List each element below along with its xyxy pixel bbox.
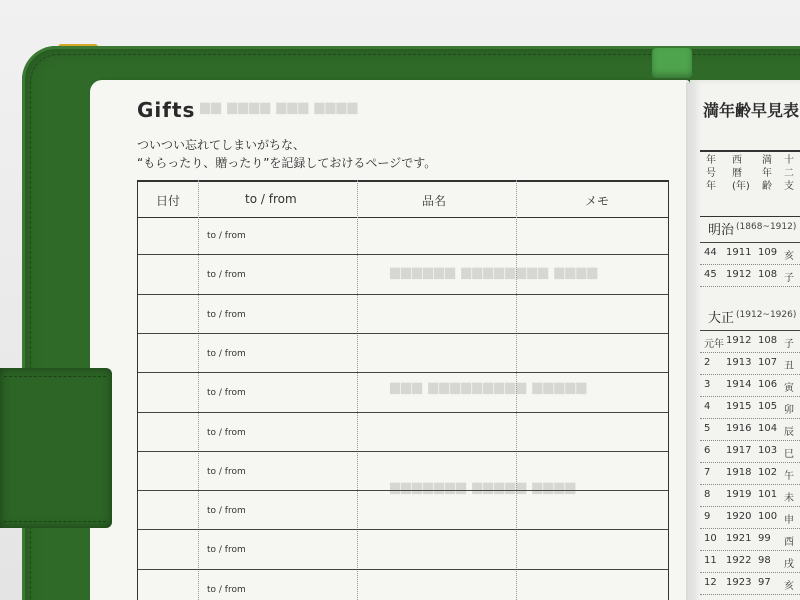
age-chart-cell-year: 11 — [704, 555, 717, 566]
table-header — [138, 180, 668, 218]
age-chart-cell-western: 1912 — [726, 269, 752, 280]
age-chart-row — [700, 550, 800, 573]
page-title: Gifts — [137, 98, 196, 122]
age-chart-cell-zodiac: 戌 — [784, 559, 794, 570]
show-through-text: ▆▆▆▆▆▆▆ ▆▆▆▆▆ ▆▆▆▆ — [390, 480, 577, 495]
age-chart-cell-western: 1916 — [726, 423, 752, 434]
age-chart-cell-year: 9 — [704, 511, 711, 522]
age-chart-col-era-year: 年号年 — [706, 155, 716, 192]
age-chart-cell-western: 1912 — [726, 335, 752, 346]
age-chart-cell-age: 108 — [758, 335, 778, 346]
age-chart-cell-western: 1913 — [726, 357, 752, 368]
table-row — [138, 254, 668, 255]
table-row — [138, 451, 668, 452]
age-chart-row — [700, 506, 800, 529]
row-to-from-label: to / from — [207, 348, 246, 359]
table-row — [138, 294, 668, 295]
table-row — [138, 333, 668, 334]
column-divider — [198, 180, 199, 600]
age-chart-cell-year: 45 — [704, 269, 717, 280]
age-chart-cell-year: 8 — [704, 489, 711, 500]
row-to-from-label: to / from — [207, 270, 246, 281]
age-chart-row — [700, 572, 800, 595]
age-chart-cell-western: 1911 — [726, 247, 752, 258]
age-chart-row — [700, 330, 800, 353]
gift-log-table — [137, 180, 669, 600]
table-row — [138, 569, 668, 570]
age-chart-cell-age: 99 — [758, 533, 771, 544]
row-to-from-label: to / from — [207, 309, 246, 320]
age-chart-cell-age: 100 — [758, 511, 778, 522]
age-chart-row — [700, 484, 800, 507]
age-chart-cell-age: 104 — [758, 423, 778, 434]
row-to-from-label: to / from — [207, 506, 246, 517]
age-chart-col-age: 満年齢 — [762, 155, 772, 192]
show-through-text: ▆▆▆▆▆▆ ▆▆▆▆▆▆▆▆ ▆▆▆▆ — [390, 265, 599, 280]
column-divider — [357, 180, 358, 600]
age-chart-cell-zodiac: 子 — [784, 273, 794, 284]
age-chart-cell-year: 5 — [704, 423, 711, 434]
age-chart-cell-zodiac: 丑 — [784, 361, 794, 372]
age-chart-cell-age: 109 — [758, 247, 778, 258]
era-range: (1868~1912) — [736, 222, 797, 232]
row-to-from-label: to / from — [207, 466, 246, 477]
age-chart-cell-western: 1915 — [726, 401, 752, 412]
age-chart-col-western: 西暦(年) — [732, 155, 750, 192]
age-chart-title: 満年齢早見表 — [703, 101, 800, 120]
age-chart-row — [700, 374, 800, 397]
age-chart-cell-age: 101 — [758, 489, 778, 500]
age-chart-cell-year: 元年 — [704, 339, 724, 350]
age-chart-cell-year: 6 — [704, 445, 711, 456]
age-chart-cell-zodiac: 寅 — [784, 383, 794, 394]
age-chart-cell-year: 7 — [704, 467, 711, 478]
age-chart-cell-zodiac: 亥 — [784, 581, 794, 592]
age-chart-cell-age: 106 — [758, 379, 778, 390]
age-chart-cell-western: 1921 — [726, 533, 752, 544]
age-chart-row — [700, 264, 800, 287]
age-chart-row — [700, 418, 800, 441]
row-to-from-label: to / from — [207, 427, 246, 438]
header-item: 品名 — [422, 194, 447, 208]
age-chart-row — [700, 242, 800, 265]
table-row — [138, 490, 668, 491]
age-chart-cell-year: 3 — [704, 379, 711, 390]
page-description-line1: ついつい忘れてしまいがちな、 — [137, 138, 306, 152]
age-chart-cell-age: 103 — [758, 445, 778, 456]
era-name: 明治 — [708, 223, 735, 238]
table-row — [138, 372, 668, 373]
era-name: 大正 — [708, 311, 735, 326]
age-chart-cell-age: 102 — [758, 467, 778, 478]
age-chart-cell-age: 97 — [758, 577, 771, 588]
age-chart-cell-zodiac: 卯 — [784, 405, 794, 416]
page-description-line2: “もらったり、贈ったり”を記録しておけるページです。 — [137, 156, 437, 170]
column-divider — [516, 180, 517, 600]
age-chart-cell-age: 105 — [758, 401, 778, 412]
age-chart-era-row — [700, 214, 800, 243]
age-chart-cell-western: 1914 — [726, 379, 752, 390]
age-chart-cell-western: 1923 — [726, 577, 752, 588]
age-chart-row — [700, 352, 800, 375]
age-chart-era-row — [700, 302, 800, 331]
age-chart-col-zodiac: 十二支 — [784, 155, 794, 192]
age-chart-cell-year: 4 — [704, 401, 711, 412]
show-through-text: ▆▆▆ ▆▆▆▆▆▆▆▆▆ ▆▆▆▆▆ — [390, 380, 588, 395]
age-chart-cell-year: 44 — [704, 247, 717, 258]
age-chart-row — [700, 396, 800, 419]
age-chart-cell-zodiac: 酉 — [784, 537, 794, 548]
era-range: (1912~1926) — [736, 310, 797, 320]
row-to-from-label: to / from — [207, 584, 246, 595]
bookmark-ribbon — [652, 48, 692, 78]
header-memo: メモ — [585, 194, 610, 208]
row-to-from-label: to / from — [207, 231, 246, 241]
table-row — [138, 412, 668, 413]
header-date: 日付 — [156, 194, 181, 208]
strap-stitching — [4, 376, 106, 522]
age-chart-cell-zodiac: 巳 — [784, 449, 794, 460]
age-chart-cell-year: 2 — [704, 357, 711, 368]
age-chart-cell-age: 108 — [758, 269, 778, 280]
age-chart-cell-age: 98 — [758, 555, 771, 566]
age-chart-cell-western: 1917 — [726, 445, 752, 456]
row-to-from-label: to / from — [207, 388, 246, 399]
age-chart-cell-western: 1922 — [726, 555, 752, 566]
row-to-from-label: to / from — [207, 545, 246, 556]
table-row — [138, 529, 668, 530]
age-chart-cell-zodiac: 申 — [784, 515, 794, 526]
age-chart-cell-zodiac: 午 — [784, 471, 794, 482]
header-to-from: to / from — [245, 192, 297, 206]
show-through-text: ▆▆ ▆▆▆▆ ▆▆▆ ▆▆▆▆ — [200, 100, 359, 115]
age-chart-row — [700, 462, 800, 485]
age-chart-cell-western: 1918 — [726, 467, 752, 478]
age-chart-cell-western: 1919 — [726, 489, 752, 500]
age-chart-cell-zodiac: 亥 — [784, 251, 794, 262]
age-chart-cell-year: 10 — [704, 533, 717, 544]
age-chart-cell-year: 12 — [704, 577, 717, 588]
age-chart-cell-age: 107 — [758, 357, 778, 368]
age-chart-cell-zodiac: 未 — [784, 493, 794, 504]
age-chart-cell-zodiac: 子 — [784, 339, 794, 350]
age-chart-row — [700, 440, 800, 463]
age-chart-row — [700, 528, 800, 551]
age-chart-cell-zodiac: 辰 — [784, 427, 794, 438]
age-chart-cell-western: 1920 — [726, 511, 752, 522]
